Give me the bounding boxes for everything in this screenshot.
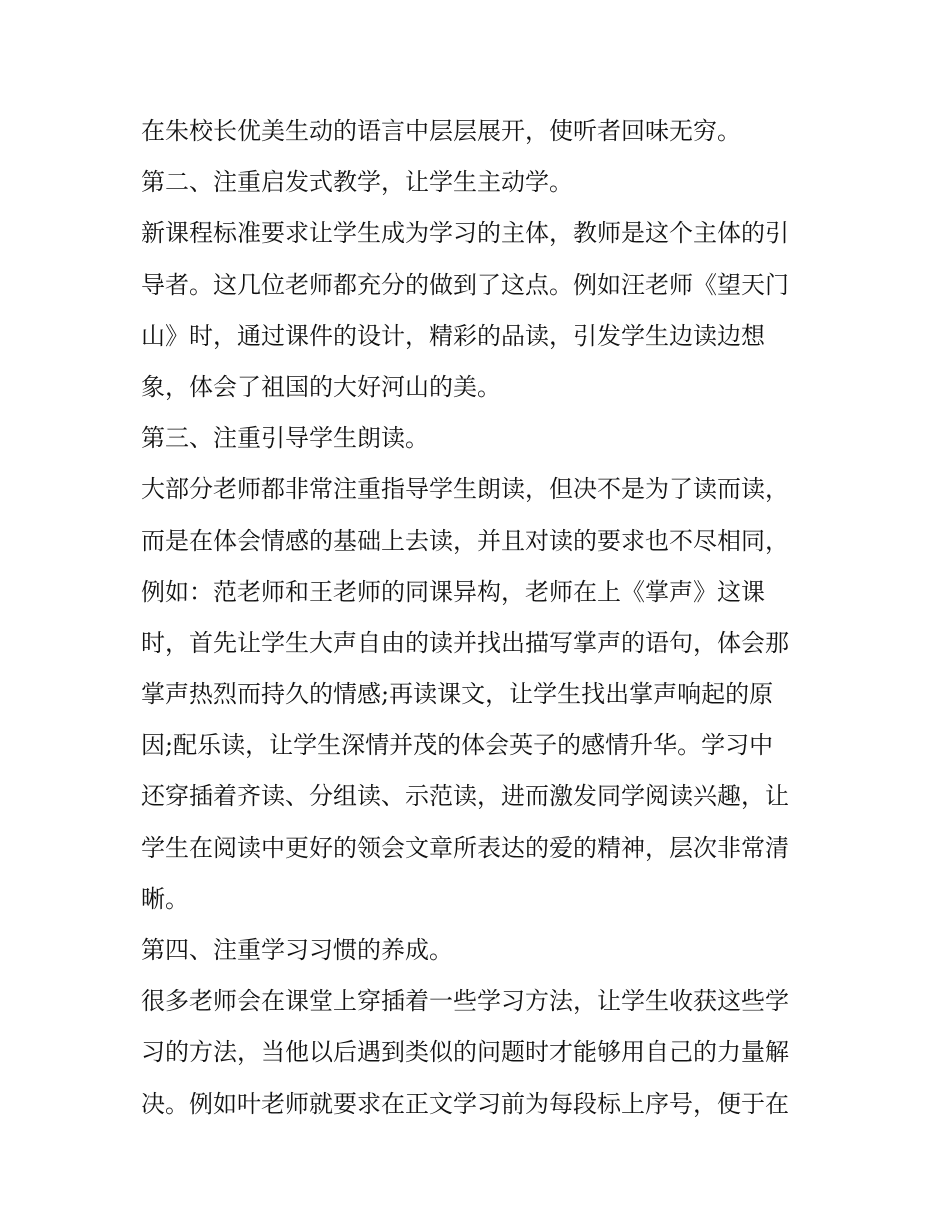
text-line: 决。例如叶老师就要求在正文学习前为每段标上序号，便于在 — [141, 1089, 789, 1118]
text-line: 习的方法，当他以后遇到类似的问题时才能够用自己的力量解 — [141, 1038, 789, 1067]
text-line: 象，体会了祖国的大好河山的美。 — [141, 372, 501, 401]
text-line: 因;配乐读，让学生深情并茂的体会英子的感情升华。学习中 — [141, 731, 774, 760]
document-body — [141, 106, 821, 1130]
text-line: 而是在体会情感的基础上去读，并且对读的要求也不尽相同， — [141, 526, 789, 555]
text-line: 例如：范老师和王老师的同课异构，老师在上《掌声》这课 — [141, 577, 765, 606]
section-heading: 第四、注重学习习惯的养成。 — [141, 936, 453, 964]
text-line: 掌声热烈而持久的情感;再读课文，让学生找出掌声响起的原 — [141, 680, 774, 709]
section-heading: 第二、注重启发式教学，让学生主动学。 — [141, 168, 573, 197]
text-line: 很多老师会在课堂上穿插着一些学习方法，让学生收获这些学 — [141, 987, 789, 1016]
text-line: 山》时，通过课件的设计，精彩的品读，引发学生边读边想 — [141, 321, 765, 350]
text-line: 导者。这几位老师都充分的做到了这点。例如汪老师《望天门 — [141, 270, 789, 299]
text-line: 还穿插着齐读、分组读、示范读，进而激发同学阅读兴趣，让 — [141, 782, 789, 811]
text-line: 新课程标准要求让学生成为学习的主体，教师是这个主体的引 — [141, 219, 789, 248]
text-line: 大部分老师都非常注重指导学生朗读，但决不是为了读而读， — [141, 475, 789, 504]
text-line: 学生在阅读中更好的领会文章所表达的爱的精神，层次非常清 — [141, 833, 789, 862]
text-line: 晰。 — [141, 884, 189, 913]
section-heading: 第三、注重引导学生朗读。 — [141, 424, 429, 453]
text-line: 时，首先让学生大声自由的读并找出描写掌声的语句，体会那 — [141, 628, 789, 657]
text-line: 在朱校长优美生动的语言中层层展开，使听者回味无穷。 — [141, 117, 741, 145]
